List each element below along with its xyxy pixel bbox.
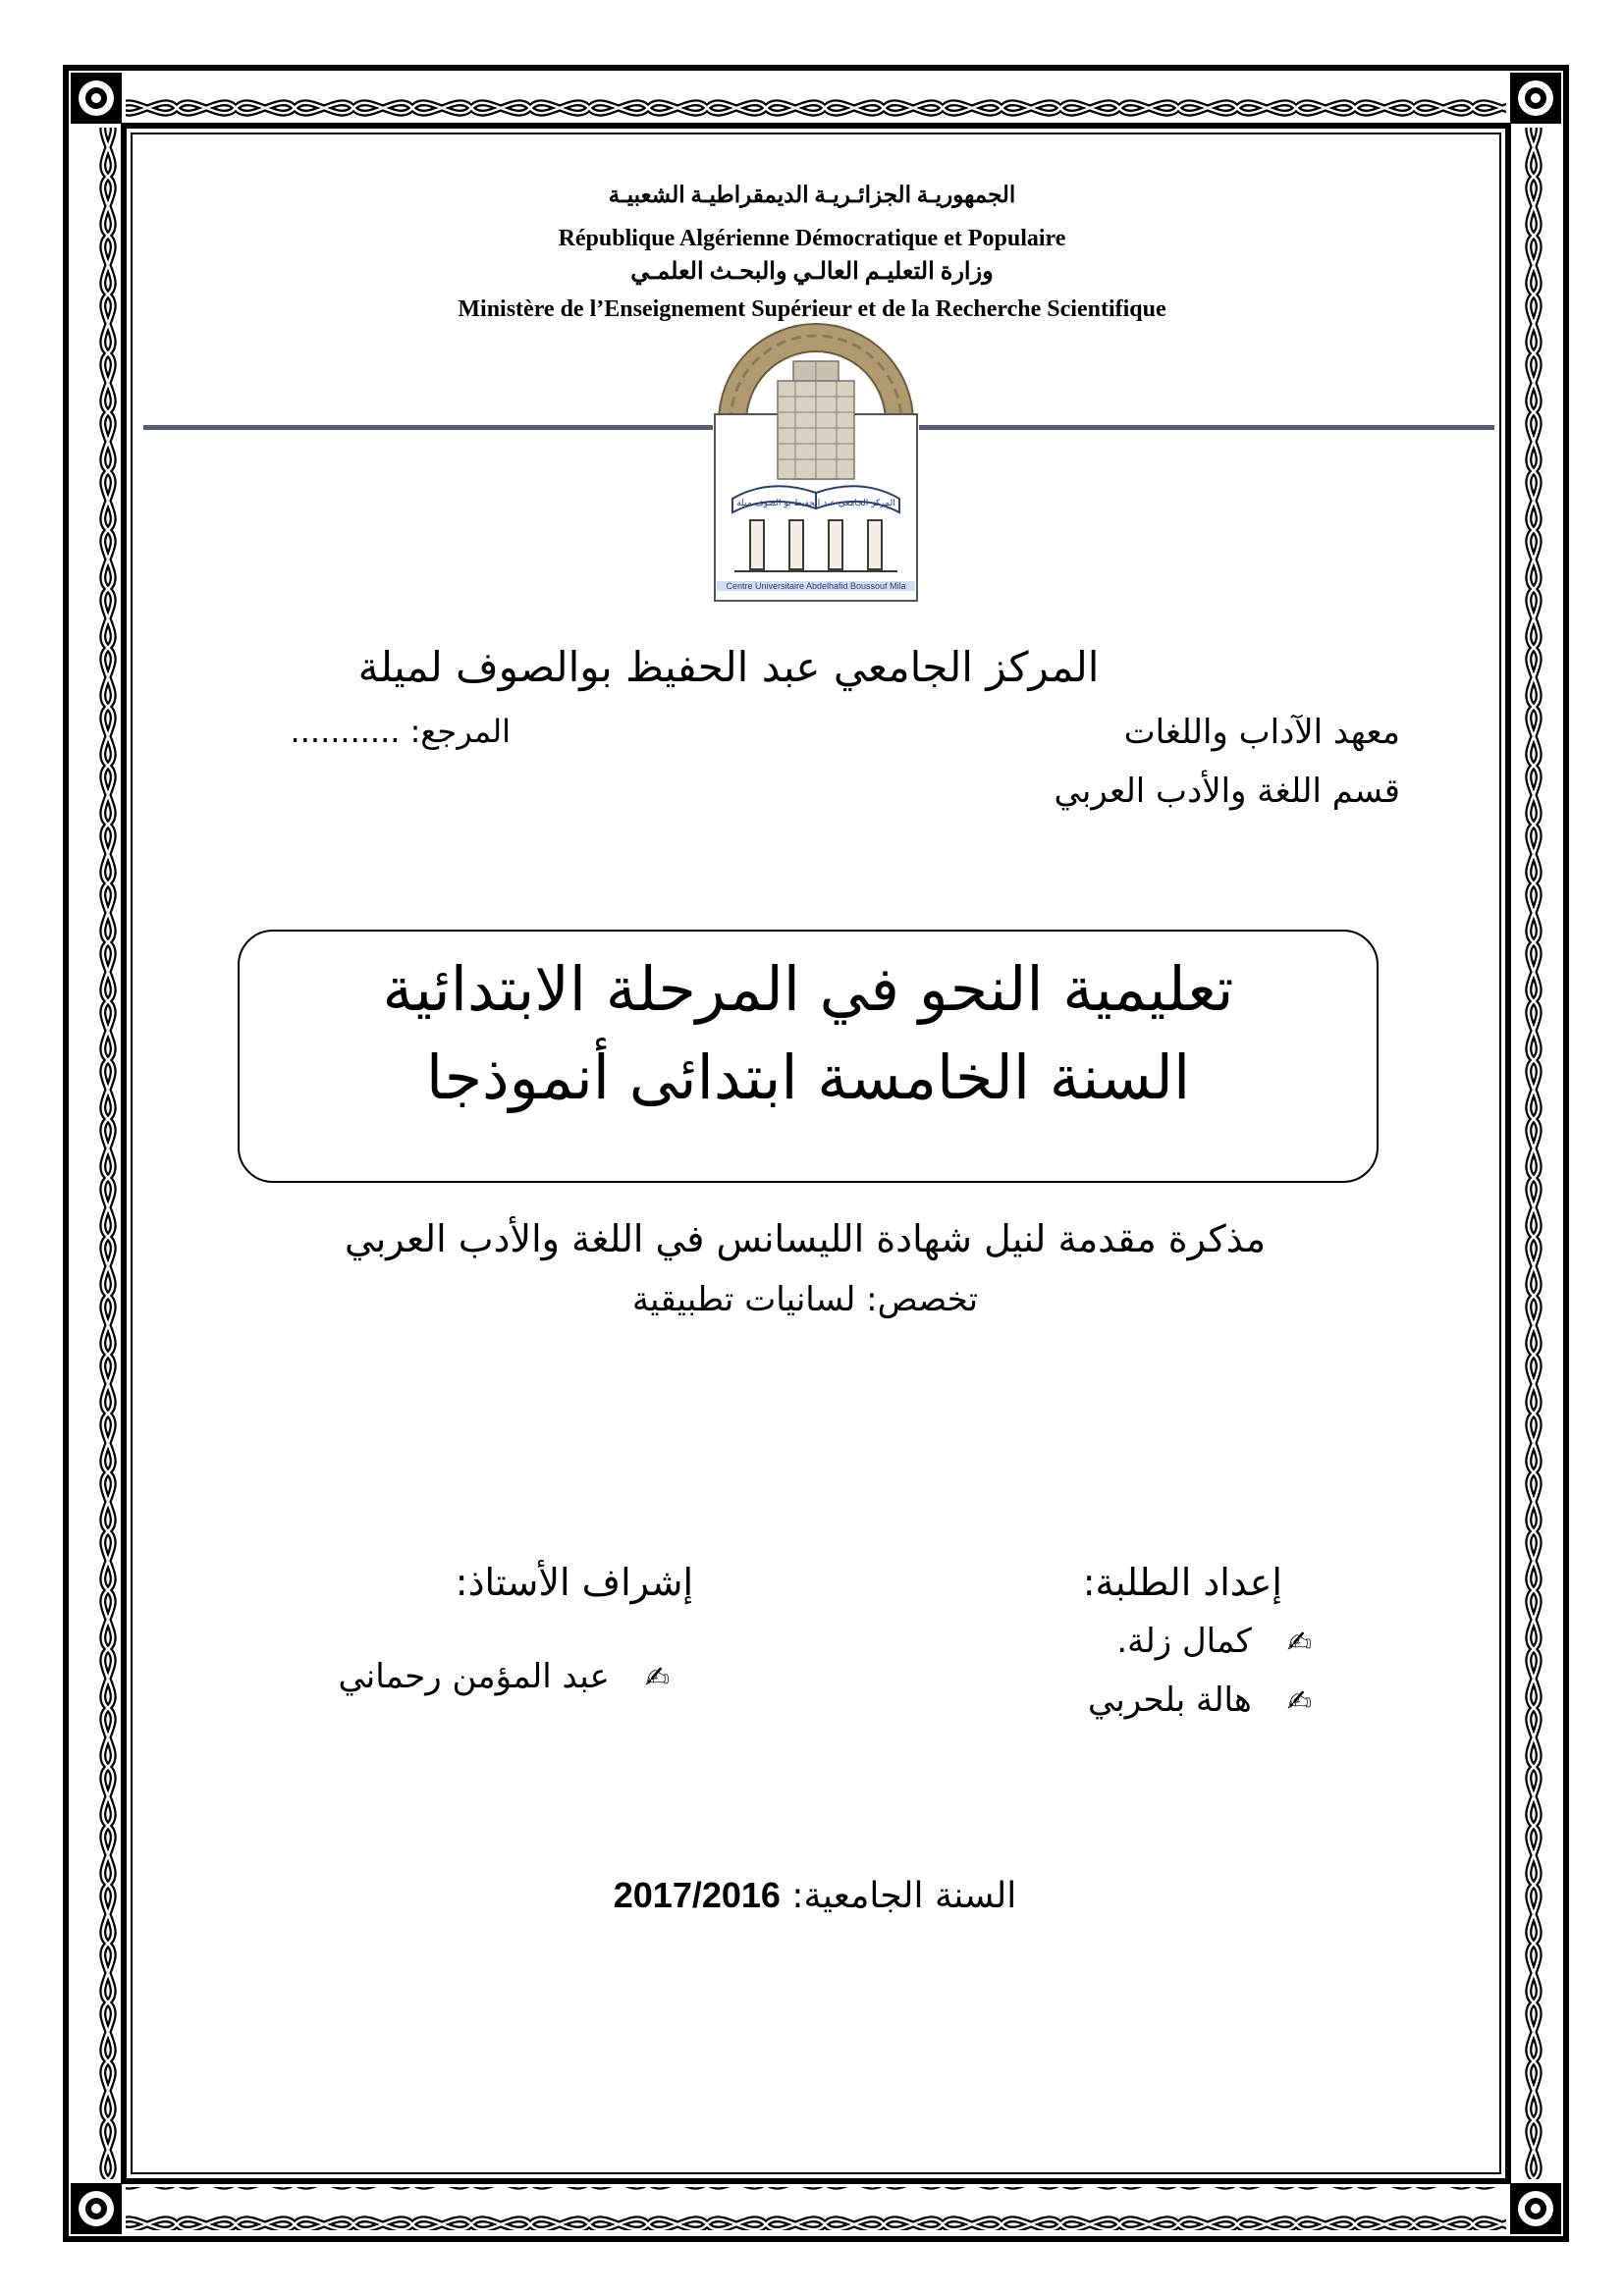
department-name: قسم اللغة والأدب العربي bbox=[1054, 772, 1400, 811]
header-rule-right bbox=[919, 425, 1494, 430]
header-rule-left bbox=[143, 425, 713, 430]
student-item bbox=[1116, 1622, 1312, 1661]
logo-banner-text: المركز الجامعي عبد الحفيظ بو الصوف ميلة bbox=[736, 499, 895, 508]
writing-hand-icon: ✍ bbox=[1286, 1626, 1312, 1660]
student-name: كمال زلة. bbox=[1116, 1622, 1252, 1661]
students-label: إعداد الطلبة: bbox=[1082, 1561, 1282, 1604]
thesis-title-line-2: السنة الخامسة ابتدائى أنموذجا bbox=[425, 1041, 1191, 1113]
ministry-name-french: Ministère de l’Enseignement Supérieur et de la Recherche Scientifique bbox=[458, 296, 1166, 322]
student-item bbox=[1088, 1681, 1312, 1720]
university-logo bbox=[711, 320, 921, 605]
corner-ornament-top-right bbox=[1510, 73, 1561, 124]
republic-name-arabic: الجمهوريـة الجزائـريـة الديمقراطيـة الشعبيـة bbox=[608, 183, 1016, 207]
academic-year bbox=[324, 1875, 1306, 1916]
logo-caption: Centre Universitaire Abdelhafid Boussouf Mila bbox=[717, 581, 915, 591]
reference-field: المرجع: ........... bbox=[290, 713, 511, 750]
academic-year-label: السنة الجامعية: bbox=[791, 1876, 1017, 1916]
writing-hand-icon: ✍ bbox=[1286, 1684, 1312, 1719]
supervisor-name: عبد المؤمن رحماني bbox=[338, 1657, 610, 1696]
republic-name-french: République Algérienne Démocratique et Populaire bbox=[558, 226, 1066, 251]
corner-ornament-top-left bbox=[71, 73, 122, 124]
academic-year-value: 2017/2016 bbox=[613, 1875, 781, 1915]
corner-ornament-bottom-left bbox=[71, 2183, 122, 2234]
supervisor-item bbox=[338, 1657, 670, 1696]
institute-name: معهد الآداب واللغات bbox=[1123, 713, 1400, 752]
supervisor-label: إشراف الأستاذ: bbox=[455, 1561, 693, 1604]
writing-hand-icon: ✍ bbox=[644, 1661, 670, 1695]
thesis-title-box bbox=[238, 930, 1379, 1183]
thesis-purpose: مذكرة مقدمة لنيل شهادة الليسانس في اللغة والأدب العربي bbox=[344, 1217, 1267, 1260]
corner-ornament-bottom-right bbox=[1510, 2183, 1561, 2234]
ministry-name-arabic: وزارة التعليـم العالـي والبحـث العلمـي bbox=[630, 259, 994, 285]
university-building-logo-icon bbox=[711, 320, 921, 605]
student-name: هالة بلحربي bbox=[1087, 1681, 1252, 1720]
center-name: المركز الجامعي عبد الحفيظ بوالصوف لميلة bbox=[357, 643, 1100, 691]
thesis-title-line-1: تعليمية النحو في المرحلة الابتدائية bbox=[382, 953, 1234, 1025]
thesis-specialty: تخصص: لسانيات تطبيقية bbox=[631, 1280, 979, 1319]
